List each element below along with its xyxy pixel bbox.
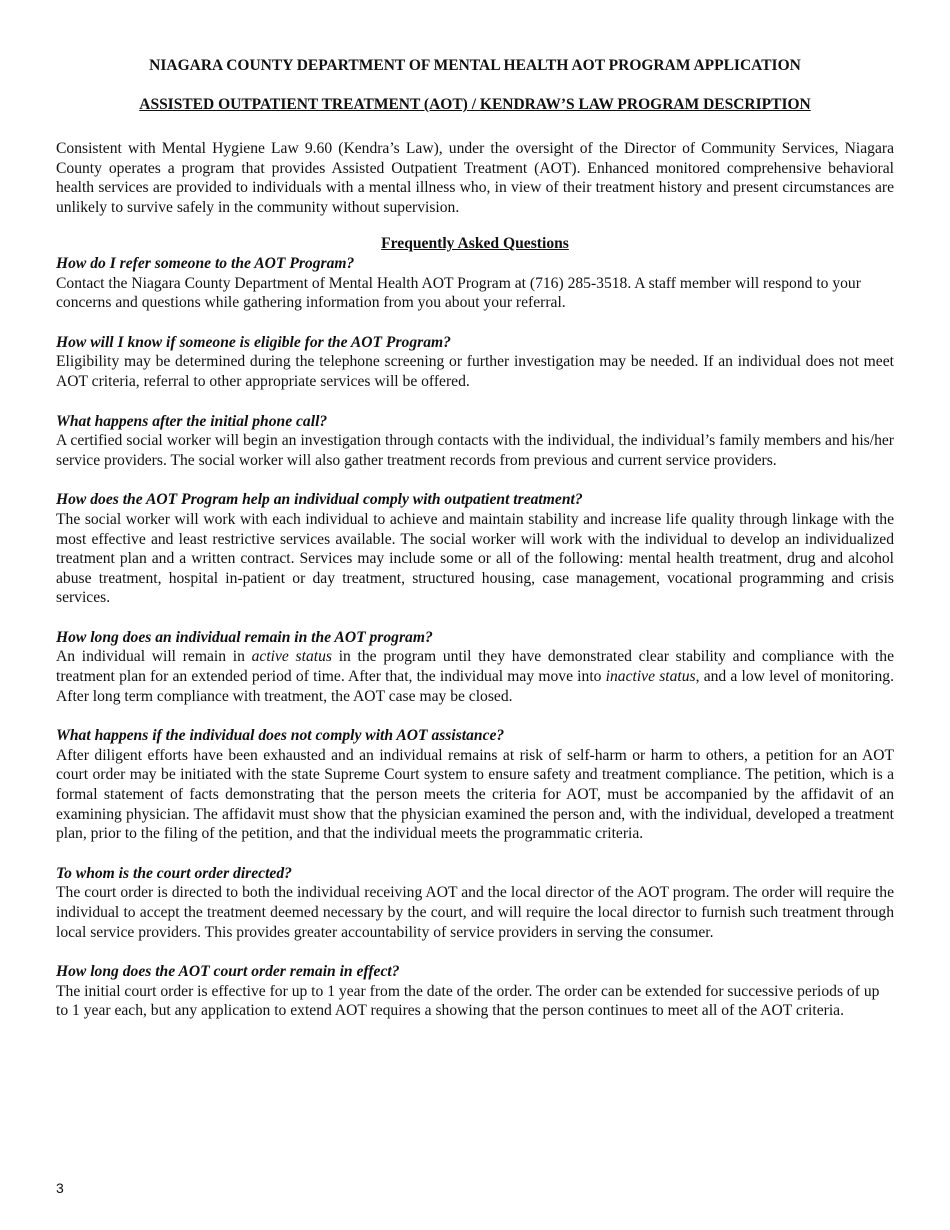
document-title: NIAGARA COUNTY DEPARTMENT OF MENTAL HEALTH AOT PROGRAM APPLICATION <box>149 57 801 74</box>
faq-item-after-call <box>56 412 894 471</box>
faq-answer <box>56 647 894 706</box>
faq-heading: Frequently Asked Questions <box>381 235 569 253</box>
document-page <box>56 53 894 1021</box>
faq-item-eligibility <box>56 333 894 392</box>
faq-question: What happens after the initial phone call? <box>56 412 328 430</box>
faq-item-refer <box>56 254 894 313</box>
page-number: 3 <box>56 1180 64 1196</box>
faq-answer: Eligibility may be determined during the telephone screening or further investigation may be needed. If an individual does not meet AOT criteria, referral to other appropriate services will be offered. <box>56 353 894 390</box>
intro-paragraph: Consistent with Mental Hygiene Law 9.60 (Kendra’s Law), under the oversight of the Director of Community Services, Niagara County operates a program that provides Assisted Outpatient Treatment (AOT). Enhanced monitored comprehensive behavioral health services are provided to individuals with a mental illness who, in view of their treatment history and present circumstances are unlikely to survive safely in the community without supervision. <box>56 140 894 216</box>
answer-emphasis-active-status: active status <box>251 648 332 666</box>
faq-item-court-order-directed <box>56 864 894 942</box>
answer-emphasis-inactive-status: inactive status <box>605 668 696 686</box>
faq-answer: After diligent efforts have been exhausted and an individual remains at risk of self-harm or harm to others, a petition for an AOT court order may be initiated with the state Supreme Court system to ensure safety and treatment compliance. The petition, which is a formal statement of facts demonstrating that the person meets the criteria for AOT, must be accompanied by the affidavit of an examining physician. The affidavit must show that the physician examined the person and, with the individual, developed a treatment plan, prior to the filing of the petition, and that the individual meets the programmatic criteria. <box>56 746 894 843</box>
faq-item-duration <box>56 628 894 706</box>
faq-answer: The social worker will work with each individual to achieve and maintain stability and increase life quality through linkage with the most effective and least restrictive services available. The social worker will work with the individual to develop an individualized treatment plan and a written contract. Services may include some or all of the following: mental health treatment, drug and alcohol abuse treatment, hospital in-patient or day treatment, structured housing, case management, vocational programming and crisis services. <box>56 510 894 607</box>
faq-question: How long does the AOT court order remain in effect? <box>56 963 400 981</box>
faq-answer: The court order is directed to both the individual receiving AOT and the local director of the AOT program. The order will require the individual to accept the treatment deemed necessary by the court, and will require the local director to furnish such treatment through local service providers. This provides greater accountability of service providers in serving the consumer. <box>56 884 894 941</box>
faq-question: How do I refer someone to the AOT Program? <box>56 254 355 272</box>
faq-answer: Contact the Niagara County Department of Mental Health AOT Program at (716) 285-3518. A staff member will respond to your concerns and questions while gathering information from you about your referral. <box>56 274 861 312</box>
faq-item-noncompliance <box>56 726 894 844</box>
faq-question: To whom is the court order directed? <box>56 864 292 882</box>
faq-answer: A certified social worker will begin an investigation through contacts with the individual, the individual’s family members and his/her service providers. The social worker will also gather treatment records from previous and current service providers. <box>56 432 894 469</box>
answer-text: An individual will remain in <box>56 648 252 666</box>
faq-question: How will I know if someone is eligible for the AOT Program? <box>56 333 451 351</box>
faq-item-court-order-duration <box>56 962 894 1021</box>
answer-text: , and a low level of monitoring. After long term compliance with treatment, the AOT case may be closed. <box>56 668 894 705</box>
faq-question: How long does an individual remain in the AOT program? <box>56 628 433 646</box>
program-description-heading: ASSISTED OUTPATIENT TREATMENT (AOT) / KENDRAW’S LAW PROGRAM DESCRIPTION <box>139 96 811 113</box>
faq-question: How does the AOT Program help an individual comply with outpatient treatment? <box>56 491 583 509</box>
faq-question: What happens if the individual does not comply with AOT assistance? <box>56 727 505 745</box>
faq-item-comply <box>56 490 894 608</box>
answer-text: in the program until they have demonstrated clear stability and compliance with the treatment plan for an extended period of time. After that, the individual may move into <box>56 648 894 686</box>
faq-answer: The initial court order is effective for up to 1 year from the date of the order. The order can be extended for successive periods of up to 1 year each, but any application to extend AOT requires a showing that the person continues to meet all of the AOT criteria. <box>56 982 880 1020</box>
